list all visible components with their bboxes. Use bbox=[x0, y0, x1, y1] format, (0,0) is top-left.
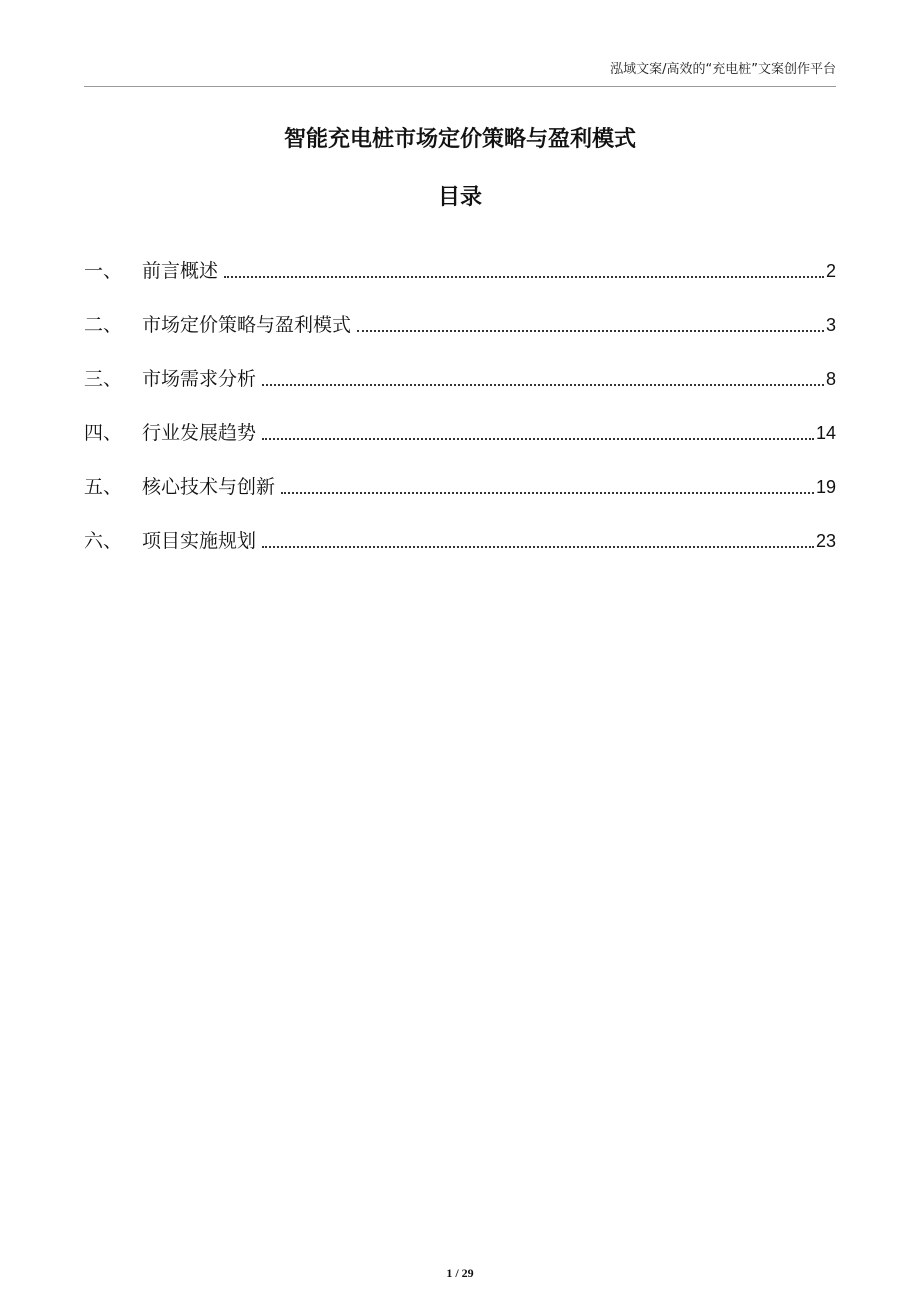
toc-entry-number: 一、 bbox=[84, 260, 123, 282]
toc-dot-leader bbox=[357, 330, 824, 332]
toc-dot-leader bbox=[281, 492, 814, 494]
toc-entry-title: 行业发展趋势 bbox=[142, 422, 257, 444]
toc-entry-title: 项目实施规划 bbox=[142, 530, 257, 552]
toc-entry[interactable] bbox=[84, 342, 836, 396]
page-header-text: 泓域文案/高效的“充电桩”文案创作平台 bbox=[610, 62, 836, 77]
toc-dot-leader bbox=[262, 546, 814, 548]
page-number-footer: 1 / 29 bbox=[446, 1266, 474, 1280]
toc-entry-number: 五、 bbox=[84, 476, 123, 498]
toc-entry-title: 市场需求分析 bbox=[142, 368, 257, 390]
toc-entry-number: 二、 bbox=[84, 314, 123, 336]
toc-heading: 目录 bbox=[437, 185, 482, 210]
toc-entry-title: 市场定价策略与盈利模式 bbox=[142, 314, 352, 336]
toc-entry[interactable] bbox=[84, 450, 836, 504]
header-divider bbox=[84, 86, 836, 87]
toc-entry-page: 19 bbox=[815, 477, 836, 497]
toc-entry-page: 3 bbox=[825, 315, 836, 335]
toc-dot-leader bbox=[262, 384, 824, 386]
toc-entry[interactable] bbox=[84, 396, 836, 450]
toc-entry[interactable] bbox=[84, 288, 836, 342]
toc-entry-title: 前言概述 bbox=[142, 260, 219, 282]
toc-dot-leader bbox=[224, 276, 824, 278]
toc-entry-number: 四、 bbox=[84, 422, 123, 444]
table-of-contents bbox=[84, 234, 836, 558]
toc-dot-leader bbox=[262, 438, 814, 440]
toc-entry[interactable] bbox=[84, 234, 836, 288]
toc-entry-number: 三、 bbox=[84, 368, 123, 390]
toc-entry-number: 六、 bbox=[84, 530, 123, 552]
toc-entry-page: 8 bbox=[825, 369, 836, 389]
toc-entry-title: 核心技术与创新 bbox=[142, 476, 276, 498]
document-title: 智能充电桩市场定价策略与盈利模式 bbox=[283, 127, 636, 152]
toc-entry[interactable] bbox=[84, 504, 836, 558]
toc-entry-page: 2 bbox=[825, 261, 836, 281]
toc-entry-page: 23 bbox=[815, 531, 836, 551]
toc-entry-page: 14 bbox=[815, 423, 836, 443]
